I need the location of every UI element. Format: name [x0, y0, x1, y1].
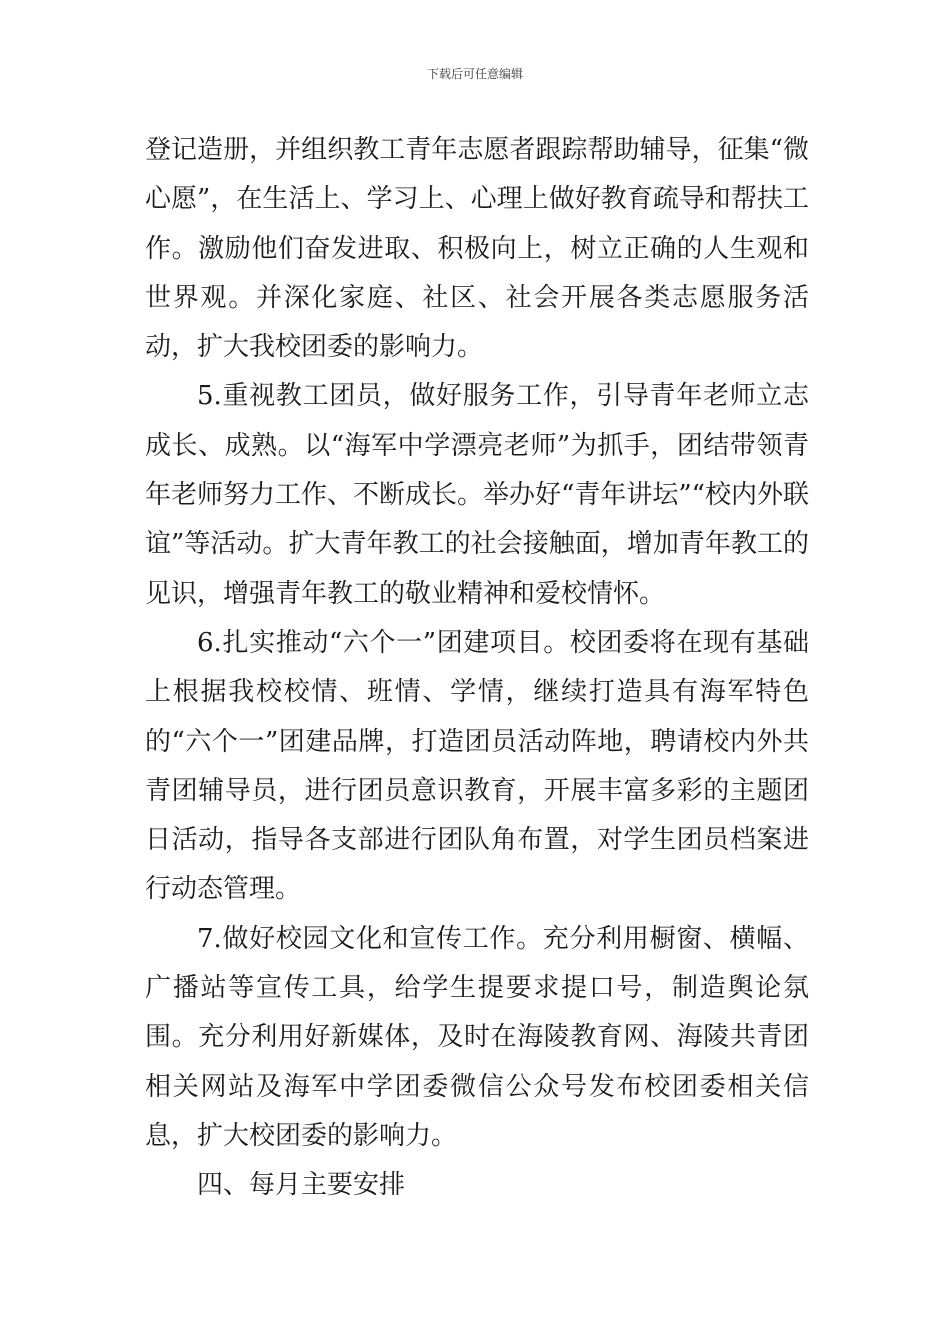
document-body [145, 126, 809, 1211]
section-heading: 四、每月主要安排 [197, 1170, 406, 1201]
page-header: 下载后可任意编辑 [426, 67, 523, 81]
paragraph-item-7: 7.做好校园文化和宣传工作。充分利用橱窗、横幅、广播站等宣传工具，给学生提要求提口号，制造舆论氛围。充分利用好新媒体，及时在海陵教育网、海陵共青团相关网站及海军中学团委微信公众号发布校团委相关信息，扩大校团委的影响力。 [145, 923, 809, 1151]
paragraph-item-6: 6.扎实推动“六个一”团建项目。校团委将在现有基础上根据我校校情、班情、学情，继续打造具有海军特色的“六个一”团建品牌，打造团员活动阵地，聘请校内外共青团辅导员，进行团员意识教育，开展丰富多彩的主题团日活动，指导各支部进行团队角布置，对学生团员档案进行动态管理。 [145, 627, 809, 905]
paragraph-item-5: 5.重视教工团员，做好服务工作，引导青年老师立志成长、成熟。以“海军中学漂亮老师”为抓手，团结带领青年老师努力工作、不断成长。举办好“青年讲坛”“校内外联谊”等活动。扩大青年教工的社会接触面，增加青年教工的见识，增强青年教工的敬业精神和爱校情怀。 [145, 381, 809, 609]
paragraph-continuation: 登记造册，并组织教工青年志愿者跟踪帮助辅导，征集“微心愿”，在生活上、学习上、心理上做好教育疏导和帮扶工作。激励他们奋发进取、积极向上，树立正确的人生观和世界观。并深化家庭、社区、社会开展各类志愿服务活动，扩大我校团委的影响力。 [145, 135, 809, 363]
